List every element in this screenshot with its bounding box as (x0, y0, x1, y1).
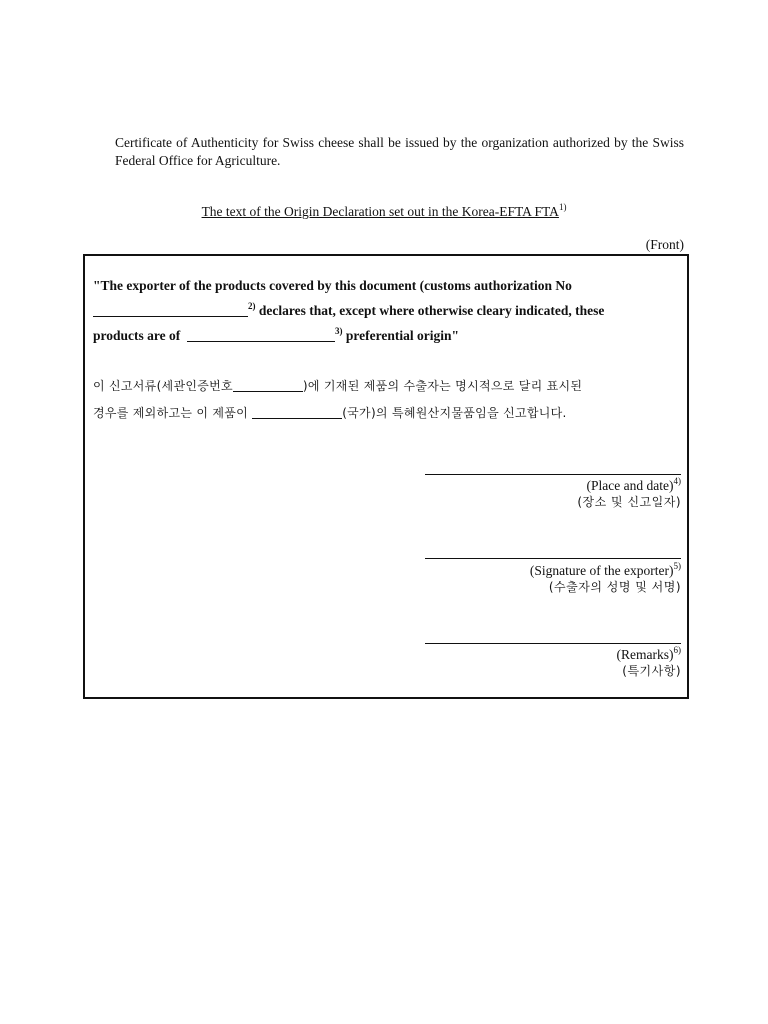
ko-country-blank (252, 405, 342, 419)
remarks-label-ko: (특기사항) (622, 664, 681, 678)
remarks-label: (Remarks) (616, 647, 674, 662)
intro-paragraph: Certificate of Authenticity for Swiss cheese shall be issued by the organization authorized by the Swiss Federal Office for Agriculture. (115, 135, 684, 168)
en-line2: declares that, except where otherwise cleary indicated, these (258, 303, 605, 318)
signature-label-ko: (수출자의 성명 및 서명) (548, 580, 681, 594)
en-line3-start: products are of (93, 328, 181, 343)
remarks-line (425, 643, 681, 644)
declaration-korean (93, 373, 680, 427)
title-text: The text of the Origin Declaration set out in the Korea-EFTA FTA (201, 204, 559, 219)
ko-part3: 경우를 제외하고는 이 제품이 (93, 406, 249, 420)
signature-label: (Signature of the exporter) (529, 563, 674, 578)
declaration-english (93, 273, 680, 348)
ko-part4: (국가)의 특혜원산지물품임을 신고합니다. (342, 406, 567, 420)
signature-block (530, 562, 681, 596)
ko-part1: 이 신고서류(세관인증번호 (93, 379, 233, 393)
remarks-block (617, 646, 681, 680)
origin-blank (187, 327, 335, 342)
footnote-4: 4) (673, 476, 681, 486)
declaration-title (0, 204, 768, 220)
authorization-blank (93, 302, 248, 317)
ko-part2: )에 기재된 제품의 수출자는 명시적으로 달리 표시된 (302, 379, 583, 393)
place-date-line (425, 474, 681, 475)
front-label: (Front) (645, 237, 684, 252)
footnote-2: 2) (248, 301, 256, 311)
footnote-5: 5) (673, 561, 681, 571)
declaration-box (83, 254, 689, 699)
signature-line (425, 558, 681, 559)
en-line3-end: preferential origin" (345, 328, 459, 343)
place-date-block (577, 477, 681, 511)
footnote-3: 3) (335, 326, 343, 336)
footnote-6: 6) (673, 645, 681, 655)
en-line1: "The exporter of the products covered by this document (customs authorization No (93, 278, 572, 293)
title-footnote: 1) (558, 202, 567, 212)
place-date-label: (Place and date) (586, 478, 674, 493)
place-date-label-ko: (장소 및 신고일자) (577, 495, 681, 509)
ko-authorization-blank (233, 378, 303, 392)
